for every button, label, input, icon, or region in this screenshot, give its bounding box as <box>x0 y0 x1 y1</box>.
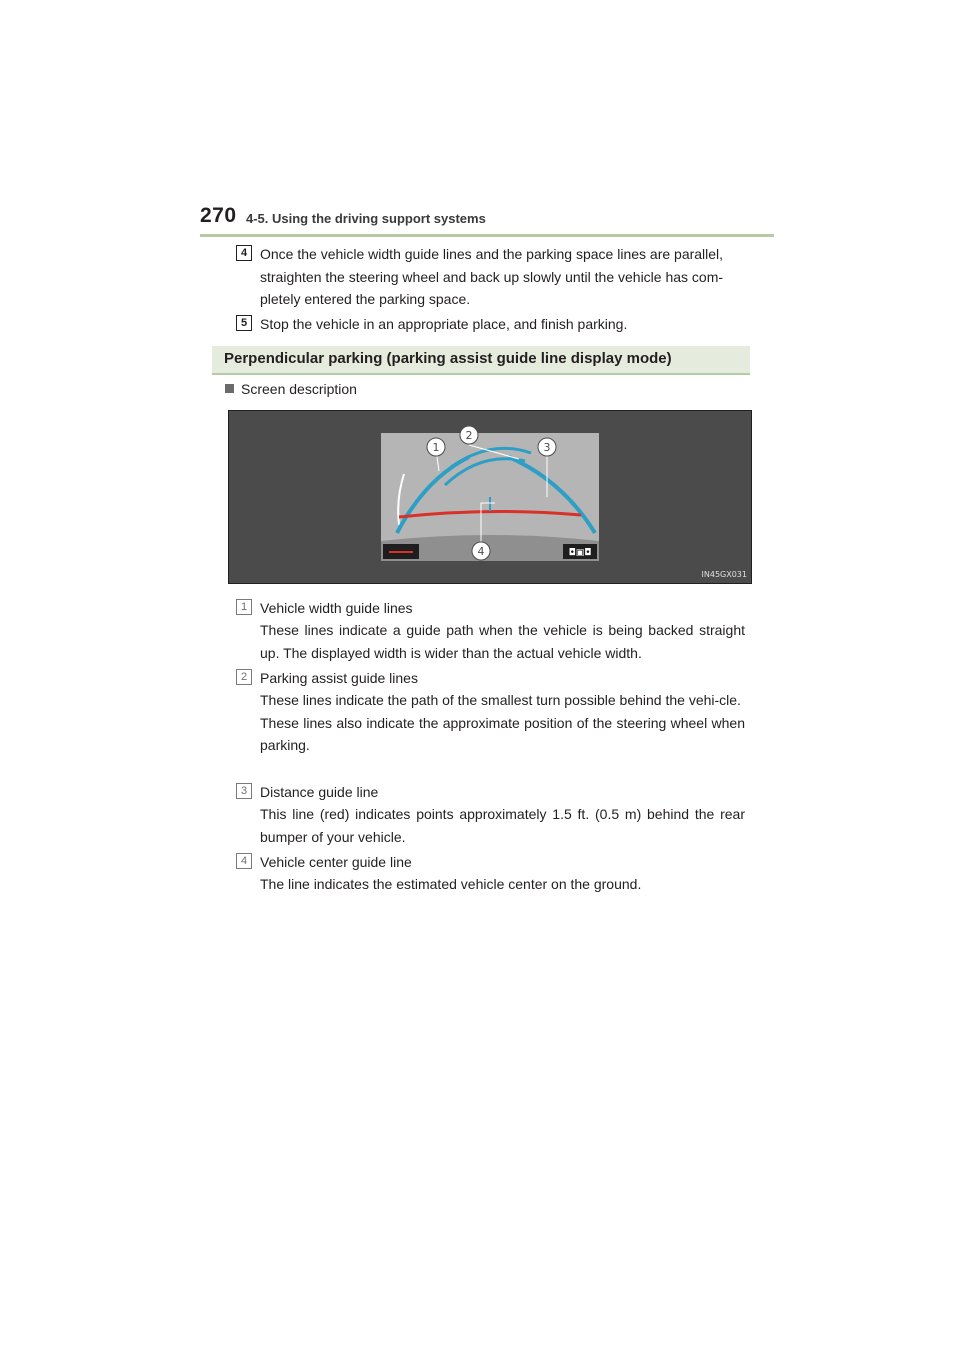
step-number: 4 <box>236 245 252 261</box>
legend-description: This line (red) indicates points approximately 1.5 ft. (0.5 m) behind the rear bumper of your vehicle. <box>260 806 745 845</box>
legend-description: The line indicates the estimated vehicle center on the ground. <box>260 876 642 892</box>
legend-description: These lines indicate the path of the smallest turn possible behind the vehi-cle. These lines also indicate the approximate position of the steering wheel when parking. <box>260 692 745 753</box>
page-number: 270 <box>200 204 237 227</box>
square-bullet-icon <box>225 384 234 393</box>
legend-title: Parking assist guide lines <box>260 670 418 686</box>
callout-3-label: 3 <box>543 441 551 454</box>
step-text: Once the vehicle width guide lines and the parking space lines are parallel, straighten the steering wheel and back up slowly until the vehicle has com-pletely entered the parking space. <box>260 246 724 307</box>
legend-title: Vehicle width guide lines <box>260 600 413 616</box>
callout-2-label: 2 <box>465 429 473 442</box>
subsection-title: Perpendicular parking (parking assist guide line display mode) <box>224 350 672 367</box>
figure-code: IN45GX031 <box>701 570 747 579</box>
section-title: 4-5. Using the driving support systems <box>246 211 486 226</box>
legend-description: These lines indicate a guide path when the vehicle is being backed straight up. The displayed width is wider than the actual vehicle width. <box>260 622 745 661</box>
legend-title: Distance guide line <box>260 784 379 800</box>
legend-number: 3 <box>236 783 252 799</box>
callout-4-label: 4 <box>477 545 485 558</box>
screen-description-heading <box>225 381 357 397</box>
screen-description-label: Screen description <box>241 381 357 397</box>
callout-1-label: 1 <box>432 441 440 454</box>
header-rule <box>200 234 774 237</box>
step-text: Stop the vehicle in an appropriate place, and finish parking. <box>260 316 628 332</box>
legend-number: 1 <box>236 599 252 615</box>
legend-number: 4 <box>236 853 252 869</box>
screen-figure <box>228 410 752 584</box>
subsection-header <box>212 346 750 375</box>
parking-guide-illustration <box>229 411 751 583</box>
legend-title: Vehicle center guide line <box>260 854 412 870</box>
legend-number: 2 <box>236 669 252 685</box>
step-number: 5 <box>236 315 252 331</box>
right-button-glyph: ◘▣◘ <box>568 548 592 558</box>
page-header <box>200 204 774 236</box>
